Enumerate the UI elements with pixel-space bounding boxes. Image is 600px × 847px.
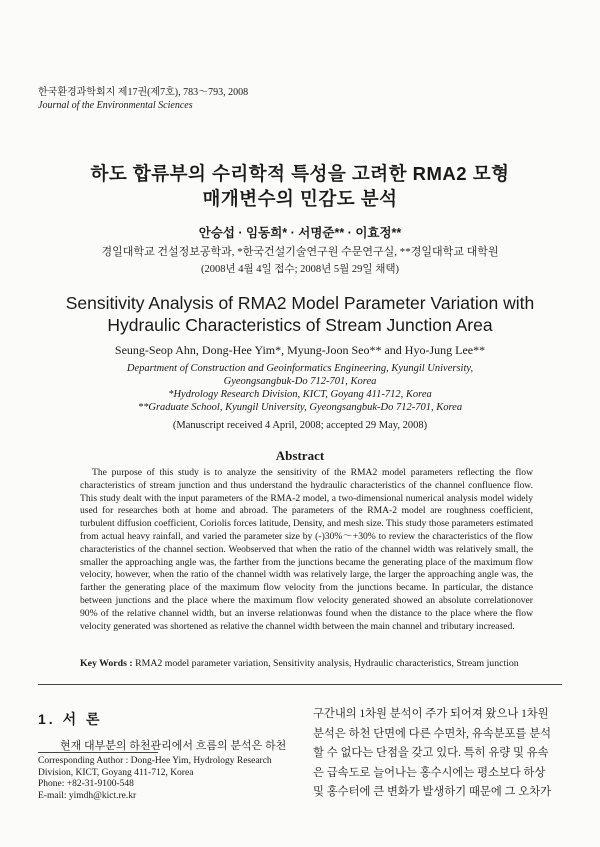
footnote-line: Phone: +82-31-9100-548 <box>38 779 134 789</box>
keywords-label: Key Words : <box>80 658 133 669</box>
corresponding-author-footnote <box>38 756 300 802</box>
english-authors: Seung-Seop Ahn, Dong-Hee Yim*, Myung-Joon Seo** and Hyo-Jung Lee** <box>114 343 486 357</box>
introduction-first-line: 현재 대부분의 하천관리에서 흐름의 분석은 하천 <box>60 740 287 752</box>
abstract-text: The purpose of this study is to analyze the sensitivity of the RMA2 model parameters reflecting the flow characteristics of stream junction and thus understand the hydraulic characteristics of the channel confluence flow. This study dealt with the input parameters of the RMA-2 model, a two-dimensional numerical analysis model widely used for researches both at home and abroad. The parameters of the RMA-2 model are roughness coefficient, turbulent diffusion coefficient, Coriolis forces latitude, Density, and mesh size. This study those parameters estimated from actual heavy rainfall, and varied the parameter size by (-)30%～+30% to review the characteristics of the flow characteristics of the channel section. Weobserved that when the ratio of the channel width was relatively small, the smaller the approaching angle was, the farther from the junctions became the generating place of the maximum flow velocity, however, when the ratio of the channel width was relatively large, the larger the approaching angle was, the farther the generating place of the maximum flow velocity from the junctions became. In particular, the distance between junctions and the place where the maximum flow velocity generated showed an absolute correlationover 90% of the relative channel width, but an inverse relationwas found when the distance to the place where the flow velocity generated was shortened as relative the channel width between the main channel and tributary increased. <box>80 467 533 632</box>
footnote-line: Corresponding Author : Dong-Hee Yim, Hydrology Research <box>38 756 272 766</box>
korean-affiliation: 경일대학교 건설정보공학과, *한국건설기술연구원 수문연구실, **경일대학교 대학원 <box>101 246 499 258</box>
body-line: 분석은 하천 단면에 다른 수면차, 유속분포를 분석 <box>313 727 552 740</box>
abstract-heading: Abstract <box>275 448 325 463</box>
journal-name-en: Journal of the Environmental Sciences <box>38 100 193 111</box>
korean-title-line2: 매개변수의 민감도 분석 <box>202 188 398 209</box>
abstract-body <box>80 467 533 633</box>
footnote-divider <box>38 752 158 753</box>
body-line: 할 수 없다는 단점을 갖고 있다. 특히 유량 및 유속 <box>313 747 549 759</box>
keywords-text: RMA2 model parameter variation, Sensitivity analysis, Hydraulic characteristics, Stream junction <box>135 658 519 669</box>
english-affiliation-1: Department of Construction and Geoinformatics Engineering, Kyungil University, <box>126 363 474 374</box>
english-title-line2: Hydraulic Characteristics of Stream Junction Area <box>107 315 493 335</box>
journal-header <box>38 86 248 112</box>
footnote-line: E-mail: yimdh@kict.re.kr <box>38 790 137 801</box>
korean-authors: 안승섭 · 임동희* · 서명준** · 이효정** <box>198 226 402 240</box>
footnote-line: Division, KICT, Goyang 411-712, Korea <box>38 767 194 778</box>
korean-dates: (2008년 4월 4일 접수; 2008년 5월 29일 채택) <box>201 264 399 275</box>
body-line: 은 급속도로 늘어나는 홍수시에는 평소보다 하상 <box>313 766 546 779</box>
english-affiliation-4: **Graduate School, Kyungil University, Gyeongsangbuk-Do 712-701, Korea <box>137 402 463 413</box>
section-divider <box>38 684 562 685</box>
english-affiliation-3: *Hydrology Research Division, KICT, Goyang 411-712, Korea <box>168 389 432 400</box>
right-column-text <box>313 705 563 803</box>
english-title-line1: Sensitivity Analysis of RMA2 Model Parameter Variation with <box>65 293 535 313</box>
body-line: 구간내의 1차원 분석이 주가 되어져 왔으나 1차원 <box>313 708 549 720</box>
section-heading-introduction: 1. 서 론 <box>38 711 103 727</box>
english-affiliation-2: Gyeongsangbuk-Do 712-701, Korea <box>223 376 377 387</box>
korean-title-line1: 하도 합류부의 수리학적 특성을 고려한 RMA2 모형 <box>90 163 510 184</box>
journal-citation-ko: 한국환경과학회지 제17권(제7호), 783～793, 2008 <box>38 87 249 98</box>
body-line: 및 홍수터에 큰 변화가 발생하기 때문에 그 오차가 <box>313 786 552 798</box>
manuscript-dates: (Manuscript received 4 April, 2008; accepted 29 May, 2008) <box>172 420 428 431</box>
keywords <box>80 658 540 669</box>
